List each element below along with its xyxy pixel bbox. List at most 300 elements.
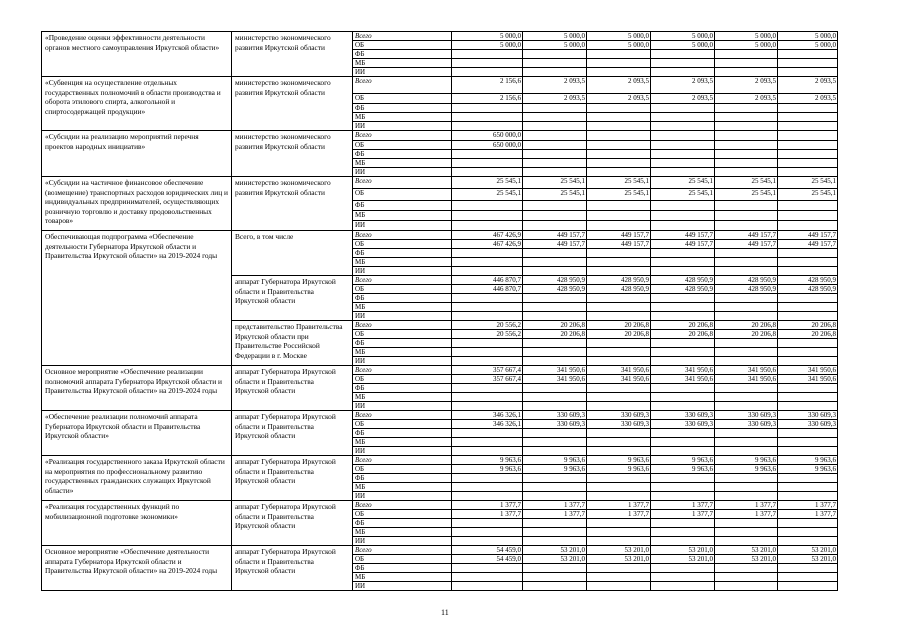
funding-source-cell: МБ [353,159,452,168]
amount-cell [523,122,587,131]
amount-cell: 1 377,7 [452,510,523,519]
funding-source-cell: Всего [353,32,452,41]
amount-cell: 446 870,7 [452,285,523,294]
amount-cell [778,258,838,267]
amount-cell: 428 950,9 [778,276,838,285]
amount-cell: 2 093,5 [523,77,587,94]
funding-source-cell: МБ [353,483,452,492]
amount-cell: 330 609,3 [778,420,838,429]
amount-cell [523,258,587,267]
amount-cell: 9 963,6 [715,456,778,465]
amount-cell [587,573,651,582]
amount-cell [651,50,715,59]
amount-cell [778,201,838,211]
amount-cell [715,312,778,321]
funding-source-cell: ФБ [353,474,452,483]
amount-cell [452,357,523,366]
amount-cell [523,438,587,447]
amount-cell [778,159,838,168]
amount-cell [651,312,715,321]
amount-cell: 467 426,9 [452,240,523,249]
amount-cell [715,357,778,366]
amount-cell [715,211,778,221]
program-name-cell: «Проведение оценки эффективности деятельности органов местного самоуправления Иркутской области» [42,32,232,77]
amount-cell: 330 609,3 [651,411,715,420]
amount-cell [587,312,651,321]
amount-cell [452,249,523,258]
amount-cell [587,429,651,438]
amount-cell [778,150,838,159]
amount-cell [651,447,715,456]
amount-cell [587,303,651,312]
executor-cell: министерство экономического развития Иркутской области [232,177,353,231]
amount-cell [587,483,651,492]
table-row [42,32,838,41]
funding-source-cell: ИИ [353,357,452,366]
amount-cell [715,564,778,573]
amount-cell [651,438,715,447]
amount-cell: 2 156,6 [452,77,523,94]
table-row [42,546,838,555]
amount-cell: 9 963,6 [778,465,838,474]
funding-source-cell: ОБ [353,94,452,104]
amount-cell [523,68,587,77]
budget-table [41,31,838,591]
funding-source-cell: ИИ [353,68,452,77]
amount-cell [651,68,715,77]
executor-cell: аппарат Губернатора Иркутской области и Правительства Иркутской области [232,366,353,411]
amount-cell [452,519,523,528]
amount-cell [651,474,715,483]
amount-cell [778,429,838,438]
amount-cell [452,573,523,582]
amount-cell [523,201,587,211]
amount-cell [523,348,587,357]
funding-source-cell: ФБ [353,429,452,438]
funding-source-cell: ФБ [353,339,452,348]
amount-cell: 330 609,3 [587,411,651,420]
amount-cell [587,50,651,59]
amount-cell [452,50,523,59]
amount-cell: 25 545,1 [651,177,715,189]
amount-cell: 449 157,7 [651,240,715,249]
amount-cell: 330 609,3 [587,420,651,429]
amount-cell [651,303,715,312]
table-row [42,366,838,375]
amount-cell [587,267,651,276]
amount-cell: 2 093,5 [715,77,778,94]
executor-cell: аппарат Губернатора Иркутской области и Правительства Иркутской области [232,546,353,591]
amount-cell [523,384,587,393]
amount-cell: 341 950,6 [715,366,778,375]
amount-cell [715,519,778,528]
amount-cell [715,384,778,393]
funding-source-cell: ИИ [353,168,452,177]
funding-source-cell: МБ [353,258,452,267]
amount-cell: 330 609,3 [715,420,778,429]
amount-cell [778,211,838,221]
amount-cell [523,483,587,492]
funding-source-cell: Всего [353,177,452,189]
amount-cell: 5 000,0 [651,32,715,41]
amount-cell [587,104,651,113]
amount-cell: 9 963,6 [587,456,651,465]
amount-cell: 5 000,0 [778,41,838,50]
amount-cell [651,537,715,546]
amount-cell [587,150,651,159]
amount-cell [778,68,838,77]
amount-cell: 341 950,6 [651,366,715,375]
amount-cell [778,573,838,582]
amount-cell [651,113,715,122]
amount-cell: 341 950,6 [651,375,715,384]
amount-cell [651,564,715,573]
program-name-cell: Основное мероприятие «Обеспечение реализации полномочий аппарата Губернатора Иркутской области и Правительства Иркутской области» на 2019-2024 годы [42,366,232,411]
amount-cell [587,402,651,411]
table-row [42,501,838,510]
amount-cell [587,384,651,393]
amount-cell [651,249,715,258]
amount-cell [452,59,523,68]
amount-cell [452,384,523,393]
amount-cell [587,519,651,528]
amount-cell [778,564,838,573]
amount-cell [778,168,838,177]
amount-cell: 341 950,6 [523,366,587,375]
amount-cell [778,221,838,231]
amount-cell [778,131,838,141]
amount-cell: 330 609,3 [523,420,587,429]
amount-cell [523,267,587,276]
amount-cell: 346 326,1 [452,411,523,420]
program-name-cell: «Обеспечение реализации полномочий аппарата Губернатора Иркутской области и Правительства Иркутской области» [42,411,232,456]
amount-cell: 357 667,4 [452,375,523,384]
funding-source-cell: Всего [353,546,452,555]
amount-cell [452,537,523,546]
amount-cell [715,474,778,483]
amount-cell [587,211,651,221]
amount-cell: 20 206,8 [778,321,838,330]
funding-source-cell: ОБ [353,189,452,201]
amount-cell [452,303,523,312]
amount-cell [587,122,651,131]
amount-cell [715,221,778,231]
amount-cell [778,582,838,591]
amount-cell [778,438,838,447]
funding-source-cell: Всего [353,366,452,375]
table-row [42,411,838,420]
amount-cell [778,447,838,456]
amount-cell [587,447,651,456]
amount-cell [587,474,651,483]
funding-source-cell: ОБ [353,41,452,50]
funding-source-cell: Всего [353,276,452,285]
amount-cell: 25 545,1 [523,189,587,201]
amount-cell [452,122,523,131]
budget-table-body [42,32,838,591]
amount-cell: 25 545,1 [587,177,651,189]
funding-source-cell: МБ [353,59,452,68]
amount-cell [715,113,778,122]
amount-cell [587,393,651,402]
amount-cell [651,429,715,438]
amount-cell: 9 963,6 [778,456,838,465]
amount-cell [523,249,587,258]
amount-cell: 330 609,3 [715,411,778,420]
funding-source-cell: МБ [353,113,452,122]
amount-cell [587,348,651,357]
amount-cell [651,483,715,492]
amount-cell: 5 000,0 [651,41,715,50]
amount-cell: 650 000,0 [452,141,523,150]
amount-cell: 25 545,1 [523,177,587,189]
amount-cell [715,303,778,312]
amount-cell [452,447,523,456]
amount-cell [523,131,587,141]
amount-cell [523,312,587,321]
funding-source-cell: Всего [353,321,452,330]
amount-cell [778,384,838,393]
amount-cell: 2 093,5 [778,94,838,104]
funding-source-cell: ОБ [353,240,452,249]
amount-cell [452,582,523,591]
funding-source-cell: ИИ [353,221,452,231]
amount-cell [778,312,838,321]
funding-source-cell: МБ [353,211,452,221]
amount-cell [452,348,523,357]
amount-cell: 54 459,0 [452,546,523,555]
amount-cell [587,339,651,348]
amount-cell [452,104,523,113]
amount-cell [452,168,523,177]
amount-cell: 20 206,8 [651,330,715,339]
amount-cell [715,573,778,582]
amount-cell [587,582,651,591]
amount-cell: 53 201,0 [523,546,587,555]
amount-cell [587,168,651,177]
amount-cell [587,131,651,141]
table-row [42,177,838,189]
amount-cell [452,68,523,77]
executor-cell: аппарат Губернатора Иркутской области и Правительства Иркутской области [232,456,353,501]
amount-cell [587,294,651,303]
amount-cell [452,438,523,447]
amount-cell [452,150,523,159]
program-name-cell: «Субсидии на частичное финансовое обеспечение (возмещение) транспортных расходов юридических лиц и индивидуальных предпринимателей, осуществляющих розничную торговлю и доставку продовольственных товаров» [42,177,232,231]
executor-cell: Всего, в том числе [232,231,353,276]
amount-cell: 5 000,0 [452,41,523,50]
amount-cell: 54 459,0 [452,555,523,564]
amount-cell [715,492,778,501]
table-row [42,231,838,240]
amount-cell [523,393,587,402]
funding-source-cell: ОБ [353,555,452,564]
table-row [42,77,838,94]
amount-cell: 53 201,0 [523,555,587,564]
amount-cell [778,474,838,483]
amount-cell: 449 157,7 [587,240,651,249]
executor-cell: аппарат Губернатора Иркутской области и Правительства Иркутской области [232,411,353,456]
amount-cell: 53 201,0 [778,555,838,564]
amount-cell [651,357,715,366]
amount-cell: 1 377,7 [587,510,651,519]
amount-cell [651,141,715,150]
amount-cell [651,339,715,348]
funding-source-cell: ФБ [353,564,452,573]
amount-cell: 25 545,1 [778,189,838,201]
amount-cell: 1 377,7 [523,501,587,510]
amount-cell [587,113,651,122]
amount-cell: 9 963,6 [452,456,523,465]
funding-source-cell: ИИ [353,537,452,546]
amount-cell [452,339,523,348]
amount-cell: 428 950,9 [587,276,651,285]
funding-source-cell: ФБ [353,104,452,113]
funding-source-cell: ИИ [353,492,452,501]
amount-cell [452,294,523,303]
amount-cell [778,303,838,312]
table-row [42,131,838,141]
amount-cell [452,474,523,483]
amount-cell [523,159,587,168]
amount-cell [715,50,778,59]
amount-cell [715,249,778,258]
funding-source-cell: ФБ [353,50,452,59]
amount-cell [651,168,715,177]
amount-cell [587,438,651,447]
amount-cell: 53 201,0 [715,546,778,555]
amount-cell: 2 093,5 [587,94,651,104]
amount-cell: 25 545,1 [651,189,715,201]
amount-cell [523,402,587,411]
amount-cell [587,68,651,77]
amount-cell: 5 000,0 [715,32,778,41]
amount-cell [651,519,715,528]
amount-cell [523,537,587,546]
amount-cell: 346 326,1 [452,420,523,429]
funding-source-cell: ИИ [353,582,452,591]
amount-cell [715,339,778,348]
amount-cell: 20 206,8 [715,330,778,339]
amount-cell: 20 206,8 [523,330,587,339]
amount-cell [651,267,715,276]
amount-cell [778,402,838,411]
amount-cell: 650 000,0 [452,131,523,141]
amount-cell: 1 377,7 [523,510,587,519]
amount-cell [651,402,715,411]
amount-cell [778,519,838,528]
amount-cell [778,528,838,537]
amount-cell: 2 156,6 [452,94,523,104]
amount-cell [715,122,778,131]
amount-cell [523,59,587,68]
amount-cell: 428 950,9 [651,276,715,285]
amount-cell [651,104,715,113]
amount-cell [778,267,838,276]
amount-cell [523,357,587,366]
amount-cell: 1 377,7 [778,501,838,510]
amount-cell: 357 667,4 [452,366,523,375]
amount-cell [523,113,587,122]
executor-cell: аппарат Губернатора Иркутской области и Правительства Иркутской области [232,501,353,546]
funding-source-cell: ОБ [353,375,452,384]
program-name-cell: «Субсидии на реализацию мероприятий перечня проектов народных инициатив» [42,131,232,177]
amount-cell [778,357,838,366]
amount-cell: 341 950,6 [778,375,838,384]
amount-cell: 1 377,7 [651,510,715,519]
amount-cell: 449 157,7 [587,231,651,240]
budget-table-container [41,31,837,591]
amount-cell [651,201,715,211]
amount-cell [778,122,838,131]
amount-cell [778,348,838,357]
amount-cell [523,50,587,59]
amount-cell [651,528,715,537]
amount-cell: 428 950,9 [523,285,587,294]
amount-cell: 20 206,8 [651,321,715,330]
table-row [42,456,838,465]
amount-cell [587,201,651,211]
amount-cell [778,294,838,303]
amount-cell: 25 545,1 [715,189,778,201]
amount-cell: 1 377,7 [651,501,715,510]
funding-source-cell: Всего [353,411,452,420]
amount-cell: 20 556,2 [452,321,523,330]
amount-cell [452,221,523,231]
amount-cell [715,104,778,113]
executor-cell: министерство экономического развития Иркутской области [232,77,353,131]
amount-cell: 1 377,7 [778,510,838,519]
amount-cell: 9 963,6 [523,456,587,465]
amount-cell [778,339,838,348]
amount-cell [651,131,715,141]
program-name-cell: «Субвенция на осуществление отдельных государственных полномочий в области производства и оборота этилового спирта, алкогольной и спиртосодержащей продукции» [42,77,232,131]
amount-cell [651,211,715,221]
amount-cell [651,221,715,231]
amount-cell: 5 000,0 [587,41,651,50]
funding-source-cell: ФБ [353,201,452,211]
amount-cell [523,221,587,231]
amount-cell: 53 201,0 [651,555,715,564]
amount-cell [587,528,651,537]
amount-cell: 330 609,3 [651,420,715,429]
amount-cell: 25 545,1 [715,177,778,189]
program-name-cell: «Реализация государственного заказа Иркутской области на мероприятия по профессиональному развитию государственных гражданских служащих Иркутской области» [42,456,232,501]
amount-cell [715,141,778,150]
amount-cell: 449 157,7 [523,240,587,249]
amount-cell: 9 963,6 [452,465,523,474]
amount-cell [523,303,587,312]
funding-source-cell: ОБ [353,285,452,294]
amount-cell [452,402,523,411]
amount-cell [452,267,523,276]
funding-source-cell: Всего [353,456,452,465]
amount-cell: 25 545,1 [587,189,651,201]
amount-cell: 53 201,0 [587,555,651,564]
amount-cell [452,528,523,537]
funding-source-cell: ФБ [353,294,452,303]
amount-cell: 20 206,8 [523,321,587,330]
amount-cell: 9 963,6 [651,456,715,465]
amount-cell: 53 201,0 [778,546,838,555]
amount-cell [523,474,587,483]
amount-cell: 5 000,0 [587,32,651,41]
funding-source-cell: ИИ [353,267,452,276]
funding-source-cell: Всего [353,231,452,240]
amount-cell [715,402,778,411]
amount-cell: 330 609,3 [778,411,838,420]
amount-cell [523,447,587,456]
